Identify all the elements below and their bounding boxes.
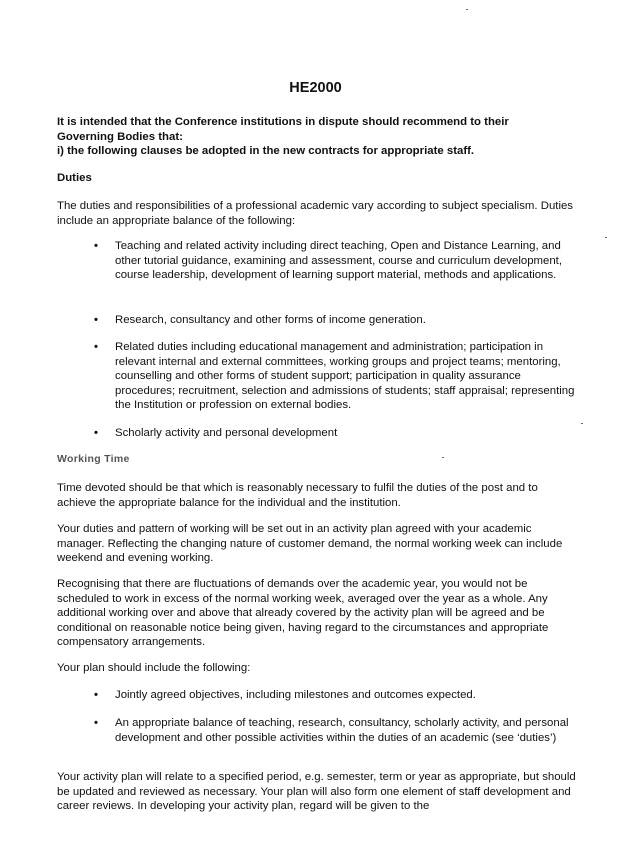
working-time-paragraph-4: Your plan should include the following:: [57, 662, 251, 674]
scan-speck: [605, 237, 607, 238]
list-item: [94, 426, 578, 441]
working-time-paragraph-5: Your activity plan will relate to a specified period, e.g. semester, term or year as appropriate, but should be updated and reviewed as necessary. Your plan will also form one element of staff development and career reviews. In developing your activity plan, regard will be given to the: [57, 771, 576, 813]
list-item: [94, 688, 578, 703]
intro-paragraph: [57, 115, 577, 159]
scan-speck: [466, 9, 468, 10]
intro-line-1: It is intended that the Conference institutions in dispute should recommend to their: [57, 116, 509, 128]
section-heading-duties: Duties: [57, 172, 92, 184]
scan-speck: [581, 423, 583, 424]
list-item-text: Scholarly activity and personal development: [115, 427, 338, 439]
list-item-text: Jointly agreed objectives, including milestones and outcomes expected.: [115, 689, 476, 701]
list-item-text: Teaching and related activity including direct teaching, Open and Distance Learning, and other tutorial guidance, examining and assessment, course and curriculum development, course leadership, development of learning support material, methods and applications.: [115, 240, 563, 282]
working-time-paragraph-1: Time devoted should be that which is reasonably necessary to fulfil the duties of the post and to achieve the appropriate balance for the individual and the institution.: [57, 482, 538, 509]
bullet-icon: •: [94, 427, 98, 439]
bullet-icon: •: [94, 717, 98, 729]
bullet-icon: •: [94, 240, 98, 252]
working-time-paragraph-2: Your duties and pattern of working will be set out in an activity plan agreed with your academic manager. Reflecting the changing nature of customer demand, the normal working week can include weekend and evening working.: [57, 523, 563, 565]
list-item: [94, 716, 578, 745]
list-item-text: Research, consultancy and other forms of income generation.: [115, 314, 426, 326]
bullet-icon: •: [94, 314, 98, 326]
bullet-icon: •: [94, 341, 98, 353]
list-item: [94, 313, 578, 328]
bullet-icon: •: [94, 689, 98, 701]
document-title: HE2000: [289, 80, 342, 96]
list-item: [94, 239, 578, 283]
section-heading-working-time: Working Time: [57, 453, 130, 465]
intro-line-2: Governing Bodies that:: [57, 130, 183, 143]
duties-paragraph: The duties and responsibilities of a professional academic vary according to subject specialism. Duties include an appropriate balance of the following:: [57, 200, 573, 227]
list-item-text: Related duties including educational management and administration; participation in relevant internal and external committees, working groups and project teams; mentoring, counselling and other forms of student support; participation in quality assurance procedures; recruitment, selection and admissions of students; staff appraisal; representing the Institution or profession on external bodies.: [115, 341, 575, 412]
intro-line-3: i) the following clauses be adopted in the new contracts for appropriate staff.: [57, 145, 475, 158]
list-item: [94, 340, 578, 413]
working-time-paragraph-3: Recognising that there are fluctuations of demands over the academic year, you would not be scheduled to work in excess of the normal working week, averaged over the year as a whole. Any additional working over and above that already covered by the activity plan will be agreed and be conditional on reasonable notice being given, having regard to the circumstances and appropriate compensatory arrangements.: [57, 578, 549, 649]
list-item-text: An appropriate balance of teaching, research, consultancy, scholarly activity, and personal development and other possible activities within the duties of an academic (see ‘duties’): [115, 717, 569, 744]
